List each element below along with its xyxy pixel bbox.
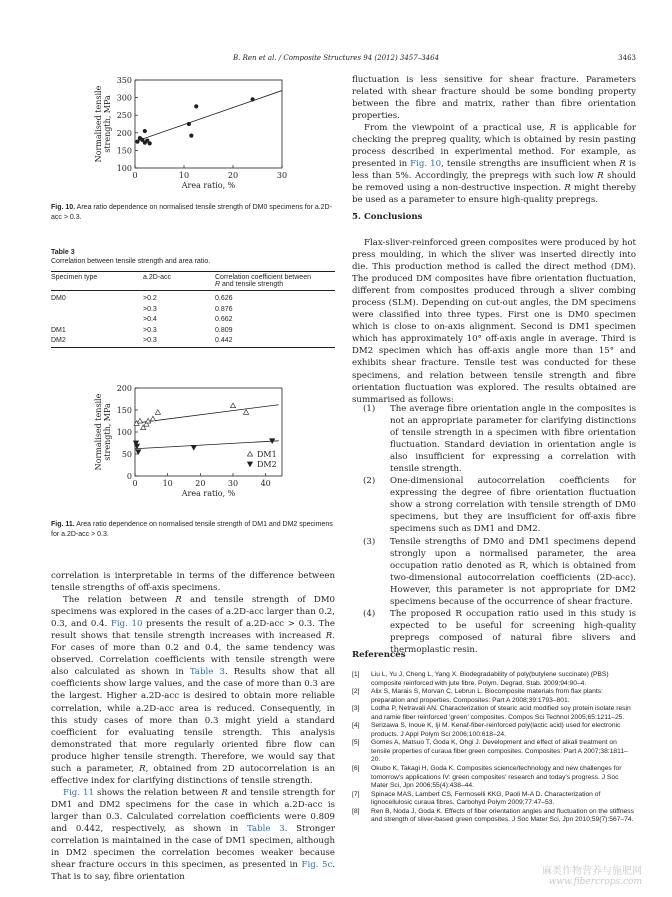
table-cell: DM2 [51, 336, 143, 347]
reference-number: [2] [352, 688, 360, 696]
watermark-url: www.fibercrops.com [548, 877, 642, 887]
table-cell: 0.809 [215, 326, 233, 334]
fig11-chart [90, 380, 310, 500]
table-cell: >0.4 [143, 316, 157, 323]
conclusions-intro [352, 237, 636, 406]
references-list [352, 671, 636, 825]
x-tick-label: 10 [178, 171, 190, 180]
reference-item [352, 739, 636, 765]
reference-text: Spinace MAS, Lambert CS, Fermoselli KKG, Paoli M-A D. Characterization of lignocellulosic curaua fibres. Carbohyd Polym 2009;77:47–53. [371, 790, 601, 807]
page-number: 3463 [618, 54, 636, 62]
y-tick-label: 100 [116, 164, 132, 173]
reference-text: Alix S, Marais S, Morvan C, Lebrun L. Biocomposite materials from flax plants: preparation and properties. Composites: Part A 2008;39:1793–801. [371, 688, 603, 704]
paragraph: The relation between R and tensile strength of DM0 specimens was explored in the cases of a.2D-acc larger than 0.2, 0.3, and 0.4. Fig. 10 presents the result of a.2D-acc > 0.3. The result shows that tensile strength increases with increased R. For cases of more than 0.2 and 0.4, the same tendency was observed. Correlation coefficients with tensile strength were also calculated as shown in Table 3. Results show that all coefficients show large values, and the case of more than 0.3 are the largest. Higher a.2D-acc is desired to obtain more reliable correlation, while a.2D-acc area is reduced. Consequently, in this study cases of more than 0.3 might yield a standard coefficient for evaluating tensile strength. This analysis demonstrated that more regularly oriented fibre flow can produce higher tensile strength. Therefore, we would say that such a parameter, R, obtained from 2D autocorrelation is an effective index for clarifying distinctions of tensile strength. [51, 595, 336, 786]
table-cell: >0.3 [143, 336, 215, 347]
fig10-caption-text: Area ratio dependence on normalised tensile strength of DM0 specimens for a.2D-acc > 0.3. [51, 204, 332, 221]
trend-line [135, 91, 282, 142]
table-cell: 0.626 [215, 295, 233, 302]
list-item-text: Tensile strengths of DM0 and DM1 specimens depend strongly upon a normalised parameter, the area occupation ratio denoted as R, which is obtained from two-dimensional autocorrelation coefficients (2D-acc). However, this parameter is not appropriate for DM2 specimens because of the occurrence of shear fracture. [390, 536, 636, 607]
left-column-text [51, 570, 335, 883]
reference-text: Serizawa S, Inoue K, Iji M. Kenaf-fiber-reinforced poly(lactic acid) used for electronic products. J Appl Polym Sci 2006;100:618–24. [371, 722, 621, 738]
reference-text: Okubo K, Takagi H, Goda K. Composites science/technology and new challenges for tomorrow's applications IV: green composites' research and today's progress. J Soc Mater Sci, Jpn 2006;55(4):438–44. [371, 765, 622, 790]
plot-frame [135, 80, 282, 168]
fig11-caption-text: Area ratio dependence on normalised tensile strength of DM1 and DM2 specimens for a.2D-acc > 0.3. [51, 521, 333, 538]
table3-label: Table 3 [51, 249, 75, 256]
y-axis-label: Normalised tensilestrength, MPa [94, 393, 112, 471]
table3-link[interactable]: Table 3 [189, 667, 225, 678]
list-item-number: (1) [363, 404, 376, 414]
data-point [143, 129, 147, 133]
watermark-cn: 麻类作物营养与施肥网 [542, 866, 642, 877]
y-tick-label: 200 [116, 384, 132, 393]
x-axis-label: Area ratio, % [181, 489, 236, 498]
fig11-link[interactable]: Fig. 11 [63, 787, 94, 798]
fig10-caption [51, 203, 335, 222]
x-tick-label: 30 [276, 171, 288, 180]
list-item [363, 608, 636, 656]
x-tick-label: 0 [132, 171, 138, 180]
table3-link[interactable]: Table 3 [246, 823, 285, 834]
conclusions-list [363, 403, 636, 656]
reference-number: [7] [352, 790, 360, 798]
table-cell: DM0 [51, 295, 66, 302]
reference-text: Ren B, Noda J, Goda K. Effects of fiber orientation angles and fluctuation on the stiffness and strength of sliver-based green composites. J Soc Mater Sci, Jpn 2010;59(7):567–74. [371, 807, 634, 824]
table3 [51, 271, 335, 348]
list-item [363, 536, 636, 608]
fig10-label: Fig. 10. [51, 204, 76, 211]
fig11-label: Fig. 11. [51, 521, 75, 528]
reference-number: [4] [352, 722, 360, 730]
table-row [51, 315, 335, 326]
table-cell: 0.662 [215, 316, 233, 323]
table-cell: >0.3 [143, 326, 157, 334]
list-item-number: (3) [363, 536, 376, 547]
reference-item [352, 722, 636, 739]
y-tick-label: 150 [116, 146, 132, 156]
paragraph: correlation is interpretable in terms of the difference between tensile strengths of off-axis specimens. [51, 571, 335, 594]
paragraph: From the viewpoint of a practical use, R is applicable for checking the prepreg quality, which is obtained by resin pasting process described in experimental method. For example, as presented in Fig. 10, tensile strengths are insufficient when R is less than 5%. Accordingly, the prepregs with such low R should be removed using a non-destructive inspection. R might thereby be used as a parameter to ensure high-quality prepregs. [352, 123, 636, 206]
list-item-text: The average fibre orientation angle in the composites is not an appropriate parameter for clarifying distinctions of tensile strength in a specimen with fibre orientation fluctuation. Standard deviation in orientation angle is also insufficient for expressing a correlation with tensile strength. [390, 404, 636, 475]
trend-line-dm2 [135, 441, 279, 449]
table-cell [51, 305, 143, 316]
fig5c-link[interactable]: Fig. 5c [301, 860, 333, 871]
x-tick-label: 10 [162, 479, 173, 488]
data-point [189, 134, 193, 138]
fig10-link[interactable]: Fig. 10 [410, 159, 442, 170]
section-heading-conclusions: 5. Conclusions [352, 212, 423, 222]
reference-number: [1] [352, 671, 360, 678]
table-row [51, 336, 335, 347]
y-tick-label: 0 [126, 472, 132, 481]
paragraph: fluctuation is less sensitive for shear fracture. Parameters related with shear fracture should be some bonding property between the fibre and matrix, rather than fibre orientation properties. [352, 75, 636, 122]
reference-item [352, 688, 636, 705]
list-item-text: One-dimensional autocorrelation coefficients for expressing the degree of fibre orientation fluctuation show a strong correlation with tensile strength of DM0 specimens, but they are insufficient for off-axis fibre specimens such as DM1 and DM2. [390, 476, 636, 535]
table-cell: DM1 [51, 326, 66, 334]
reference-item [352, 765, 636, 791]
legend-label-dm2: DM2 [257, 460, 277, 469]
table-header-cell: Specimen type [51, 272, 143, 291]
y-tick-label: 200 [116, 128, 132, 138]
y-tick-label: 250 [116, 111, 132, 121]
list-item-text: The proposed R occupation ratio used in this study is expected to be useful for screening high-quality prepregs composed of natural fibre slivers and thermoplastic resin. [390, 608, 636, 655]
paragraph: Flax-sliver-reinforced green composites were produced by hot press moulding, in which the sliver was inserted directly into die. This production method is called the direct method (DM). The produced DM composites have fibre orientation fluctuation, different from composites produced through a sliver combing process (SLM). Depending on cut-out angles, the DM specimens were classified into three types. First one is DM0 specimen which is close to on-axis alignment. Second is DM1 specimen which has approximately 10° off-axis angle in average. Third is DM2 specimen which has off-axis angle more than 15° and exhibits shear fracture. Tensile test was conducted for these specimens, and relation between tensile strength and fibre orientation fluctuation was explored. The results obtained are summarised as follows: [352, 238, 636, 405]
table-cell: 0.876 [215, 305, 233, 313]
data-point [148, 141, 152, 145]
list-item-number: (4) [363, 608, 376, 619]
y-tick-label: 350 [116, 76, 132, 85]
data-point [194, 104, 198, 108]
list-item-number: (2) [363, 476, 376, 487]
list-item [363, 403, 636, 475]
fig10-link[interactable]: Fig. 10 [110, 619, 143, 630]
reference-item [352, 671, 636, 688]
y-axis-label: Normalised tensilestrength, MPa [94, 85, 112, 163]
table-row [51, 291, 335, 305]
table-header-cell: a.2D-acc [143, 272, 215, 291]
x-tick-label: 20 [195, 479, 206, 488]
data-point-dm1 [155, 410, 160, 415]
reference-number: [6] [352, 765, 360, 773]
x-tick-label: 20 [227, 171, 239, 180]
data-point-dm1 [145, 418, 150, 423]
x-tick-label: 40 [260, 479, 271, 488]
table-cell: >0.3 [143, 305, 157, 313]
legend-marker-dm1 [247, 451, 252, 456]
table-header-cell: Correlation coefficient between R and tensile strength [215, 272, 335, 291]
reference-text: Lodha P, Netravali AN. Characterization of stearic acid modified soy protein isolate resin and ramie fiber reinforced 'green' composites. Compos Sci Technol 2005;65:1211–25. [371, 705, 631, 721]
references-heading: References [352, 650, 406, 660]
table-row [51, 326, 335, 337]
x-tick-label: 30 [227, 479, 239, 488]
y-tick-label: 50 [121, 450, 132, 459]
y-tick-label: 150 [116, 406, 132, 415]
reference-text: Gomes A, Matsuo T, Goda K, Ohgi J. Development and effect of alkali treatment on tensile properties of curaua fiber green composites. Composites: Part A 2007;38:1811–20. [371, 739, 628, 764]
table-cell: >0.2 [143, 295, 157, 302]
reference-item [352, 705, 636, 722]
y-tick-label: 100 [116, 428, 132, 437]
fig10-chart [90, 72, 310, 192]
list-item [363, 475, 636, 535]
data-point-dm1 [230, 403, 235, 408]
reference-item [352, 808, 636, 825]
data-point-dm1 [150, 416, 155, 421]
fig11-caption [51, 520, 335, 539]
reference-number: [8] [352, 807, 360, 815]
reference-number: [3] [352, 705, 360, 713]
legend-marker-dm2 [247, 462, 252, 467]
data-point-dm1 [243, 410, 248, 415]
data-point-dm2 [191, 445, 196, 450]
x-axis-label: Area ratio, % [181, 181, 236, 190]
x-tick-label: 0 [132, 479, 138, 488]
right-column-text [352, 74, 636, 207]
table-header-row [51, 272, 335, 291]
table-cell [51, 315, 143, 326]
y-tick-label: 300 [116, 93, 132, 103]
paragraph: Fig. 11 shows the relation between R and tensile strength for DM1 and DM2 specimens for the case in which a.2D-acc is larger than 0.3. Calculated correlation coefficients were 0.809 and 0.442, respectively, as shown in Table 3. Stronger correlation is maintained in the case of DM1 specimen, although in DM2 specimen the correlation becomes weaker because shear fracture occurs in this specimen, as presented in Fig. 5c. That is to say, fibre orientation [51, 787, 335, 883]
data-point-dm1 [137, 418, 142, 423]
running-header: B. Ren et al. / Composite Structures 94 (2012) 3457–3464 [232, 54, 440, 62]
reference-text: Liu L, Yu J, Cheng L, Yang X. Biodegradability of poly(butylene succinate) (PBS) composite reinforced with jute fibre. Polym. Degrad. Stab. 2009;94:90–4. [371, 671, 609, 687]
legend-label-dm1: DM1 [257, 450, 277, 459]
table3-title: Correlation between tensile strength and area ratio. [51, 258, 211, 265]
table-cell: 0.442 [215, 336, 335, 347]
reference-item [352, 791, 636, 808]
table-row [51, 305, 335, 316]
reference-number: [5] [352, 739, 360, 747]
